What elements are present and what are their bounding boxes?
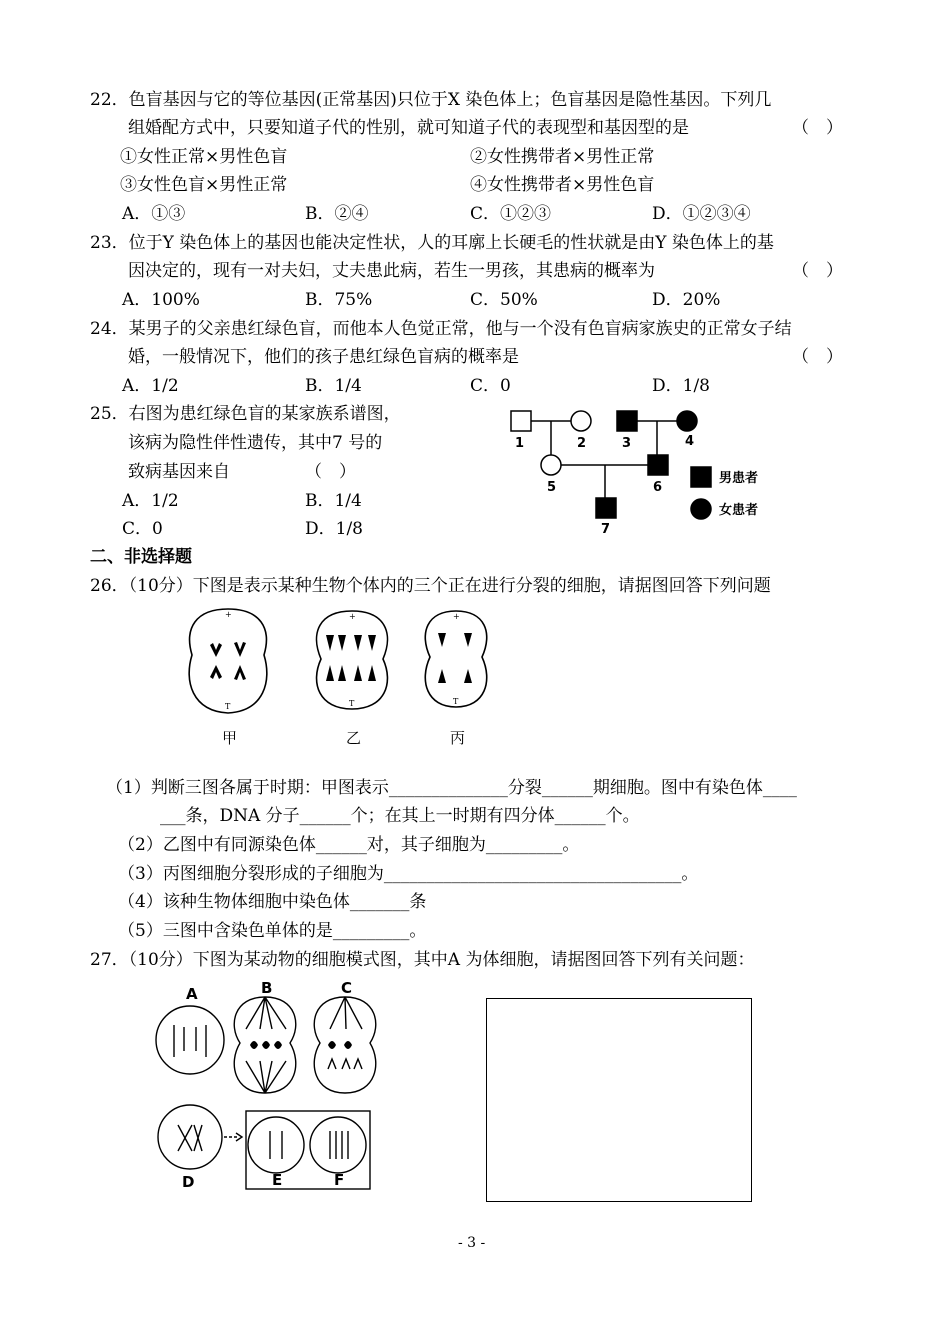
q26-sub4: （4）该种生物体细胞中染色体_______条 <box>118 892 427 912</box>
pedigree-label-4: 4 <box>685 434 695 449</box>
svg-text:T: T <box>225 702 231 711</box>
cell-d <box>158 1105 222 1169</box>
q26-sub1-line2: ___条，DNA 分子______个；在其上一时期有四分体______个。 <box>160 806 640 826</box>
svg-text:+: + <box>225 610 232 619</box>
q25-line2: 该病为隐性伴性遗传，其中7 号的 <box>128 433 383 453</box>
cell-yi-caption: 乙 <box>346 729 362 747</box>
q24-option-b: B．1/4 <box>305 376 362 396</box>
q22-line2: 组婚配方式中，只要知道子代的性别，就可知道子代的表现型和基因型的是 <box>128 118 689 138</box>
legend-female-label: 女患者 <box>719 503 759 518</box>
q25-option-c: C．0 <box>122 519 163 539</box>
pedigree-label-1: 1 <box>515 436 525 451</box>
legend-male-symbol <box>691 467 711 487</box>
svg-text:+: + <box>349 612 356 621</box>
q22-pair2a: ③女性色盲×男性正常 <box>120 175 288 195</box>
pedigree-label-5: 5 <box>547 480 557 495</box>
pedigree-individual-6 <box>648 455 668 475</box>
q24-option-d: D．1/8 <box>652 376 710 396</box>
cell-f <box>310 1117 366 1173</box>
legend-male-label: 男患者 <box>719 471 759 486</box>
cell-jia-outline <box>189 609 267 713</box>
cell-label-d: D <box>182 1173 195 1191</box>
cell-label-c: C <box>341 979 353 997</box>
q23-option-d: D．20% <box>652 290 721 310</box>
q23-option-c: C．50% <box>470 290 538 310</box>
q23-line1: 23．位于Y 染色体上的基因也能决定性状，人的耳廓上长硬毛的性状就是由Y 染色体上的基 <box>90 233 774 253</box>
cell-bing-caption: 丙 <box>450 729 466 747</box>
pedigree-label-3: 3 <box>622 436 632 451</box>
pedigree-label-7: 7 <box>601 522 611 537</box>
legend-female-symbol <box>691 499 711 519</box>
q22-pair1b: ②女性携带者×男性正常 <box>470 147 655 167</box>
pedigree-individual-2 <box>571 411 591 431</box>
pedigree-individual-1 <box>511 411 531 431</box>
q23-option-a: A．100% <box>122 290 200 310</box>
svg-text:T: T <box>453 697 459 706</box>
q25-line1: 25．右图为患红绿色盲的某家族系谱图， <box>90 404 401 424</box>
q22-option-c: C．①②③ <box>470 204 552 224</box>
q25-option-a: A．1/2 <box>122 491 179 511</box>
q24-option-c: C．0 <box>470 376 511 396</box>
q25-option-d: D．1/8 <box>305 519 363 539</box>
svg-text:+: + <box>453 612 460 621</box>
cell-yi-outline <box>317 611 388 709</box>
q22-pair1a: ①女性正常×男性色盲 <box>120 147 288 167</box>
cell-jia-caption: 甲 <box>222 729 238 747</box>
q22-option-d: D．①②③④ <box>652 204 751 224</box>
pedigree-label-6: 6 <box>653 480 663 495</box>
q26-sub1-line1: （1）判断三图各属于时期：甲图表示______________分裂______期细胞。图中有染色体____ <box>106 778 797 798</box>
q27-answer-box[interactable] <box>486 998 752 1202</box>
pedigree-individual-7 <box>596 498 616 518</box>
pedigree-individual-3 <box>617 411 637 431</box>
q26-sub5: （5）三图中含染色单体的是_________。 <box>118 921 427 941</box>
cell-e <box>248 1117 304 1173</box>
q25-line3: 致病基因来自 <box>128 462 230 482</box>
q24-answer-paren: （ ） <box>792 347 843 367</box>
q23-line2: 因决定的，现有一对夫妇，丈夫患此病，若生一男孩，其患病的概率为 <box>128 261 655 281</box>
pedigree-chart <box>505 405 805 545</box>
q27-line1: 27．（10分）下图为某动物的细胞模式图，其中A 为体细胞，请据图回答下列有关问题： <box>90 950 755 970</box>
cell-label-e: E <box>272 1171 283 1189</box>
q26-sub2: （2）乙图中有同源染色体______对，其子细胞为_________。 <box>118 835 580 855</box>
q26-line1: 26．（10分）下图是表示某种生物个体内的三个正在进行分裂的细胞，请据图回答下列问题 <box>90 576 771 596</box>
page-number: - 3 - <box>458 1235 486 1251</box>
pedigree-label-2: 2 <box>577 436 587 451</box>
q22-option-b: B．②④ <box>305 204 369 224</box>
pedigree-individual-5 <box>541 455 561 475</box>
q25-answer-paren: （ ） <box>305 462 356 482</box>
pedigree-individual-4 <box>677 411 697 431</box>
svg-text:T: T <box>349 699 355 708</box>
q22-line1: 22．色盲基因与它的等位基因(正常基因)只位于X 染色体上；色盲基因是隐性基因。下列几 <box>90 90 772 110</box>
q23-answer-paren: （ ） <box>792 261 843 281</box>
cell-label-a: A <box>186 985 198 1003</box>
q24-line2: 婚，一般情况下，他们的孩子患红绿色盲病的概率是 <box>128 347 519 367</box>
q27-cell-figures <box>150 979 380 1195</box>
cell-ef-box <box>246 1111 370 1189</box>
section-title-nonchoice: 二、非选择题 <box>90 547 192 567</box>
q22-option-a: A．①③ <box>122 204 186 224</box>
q26-cell-figures <box>180 603 500 753</box>
q25-option-b: B．1/4 <box>305 491 362 511</box>
cell-bing-outline <box>425 611 486 707</box>
q26-sub3: （3）丙图细胞分裂形成的子细胞为___________________________________。 <box>118 864 699 884</box>
q24-line1: 24．某男子的父亲患红绿色盲，而他本人色觉正常，他与一个没有色盲病家族史的正常女子结 <box>90 319 792 339</box>
cell-a <box>156 1006 224 1074</box>
q23-option-b: B．75% <box>305 290 373 310</box>
cell-label-b: B <box>261 979 273 997</box>
q24-option-a: A．1/2 <box>122 376 179 396</box>
cell-label-f: F <box>334 1171 345 1189</box>
q22-answer-paren: （ ） <box>792 118 843 138</box>
q22-pair2b: ④女性携带者×男性色盲 <box>470 175 655 195</box>
